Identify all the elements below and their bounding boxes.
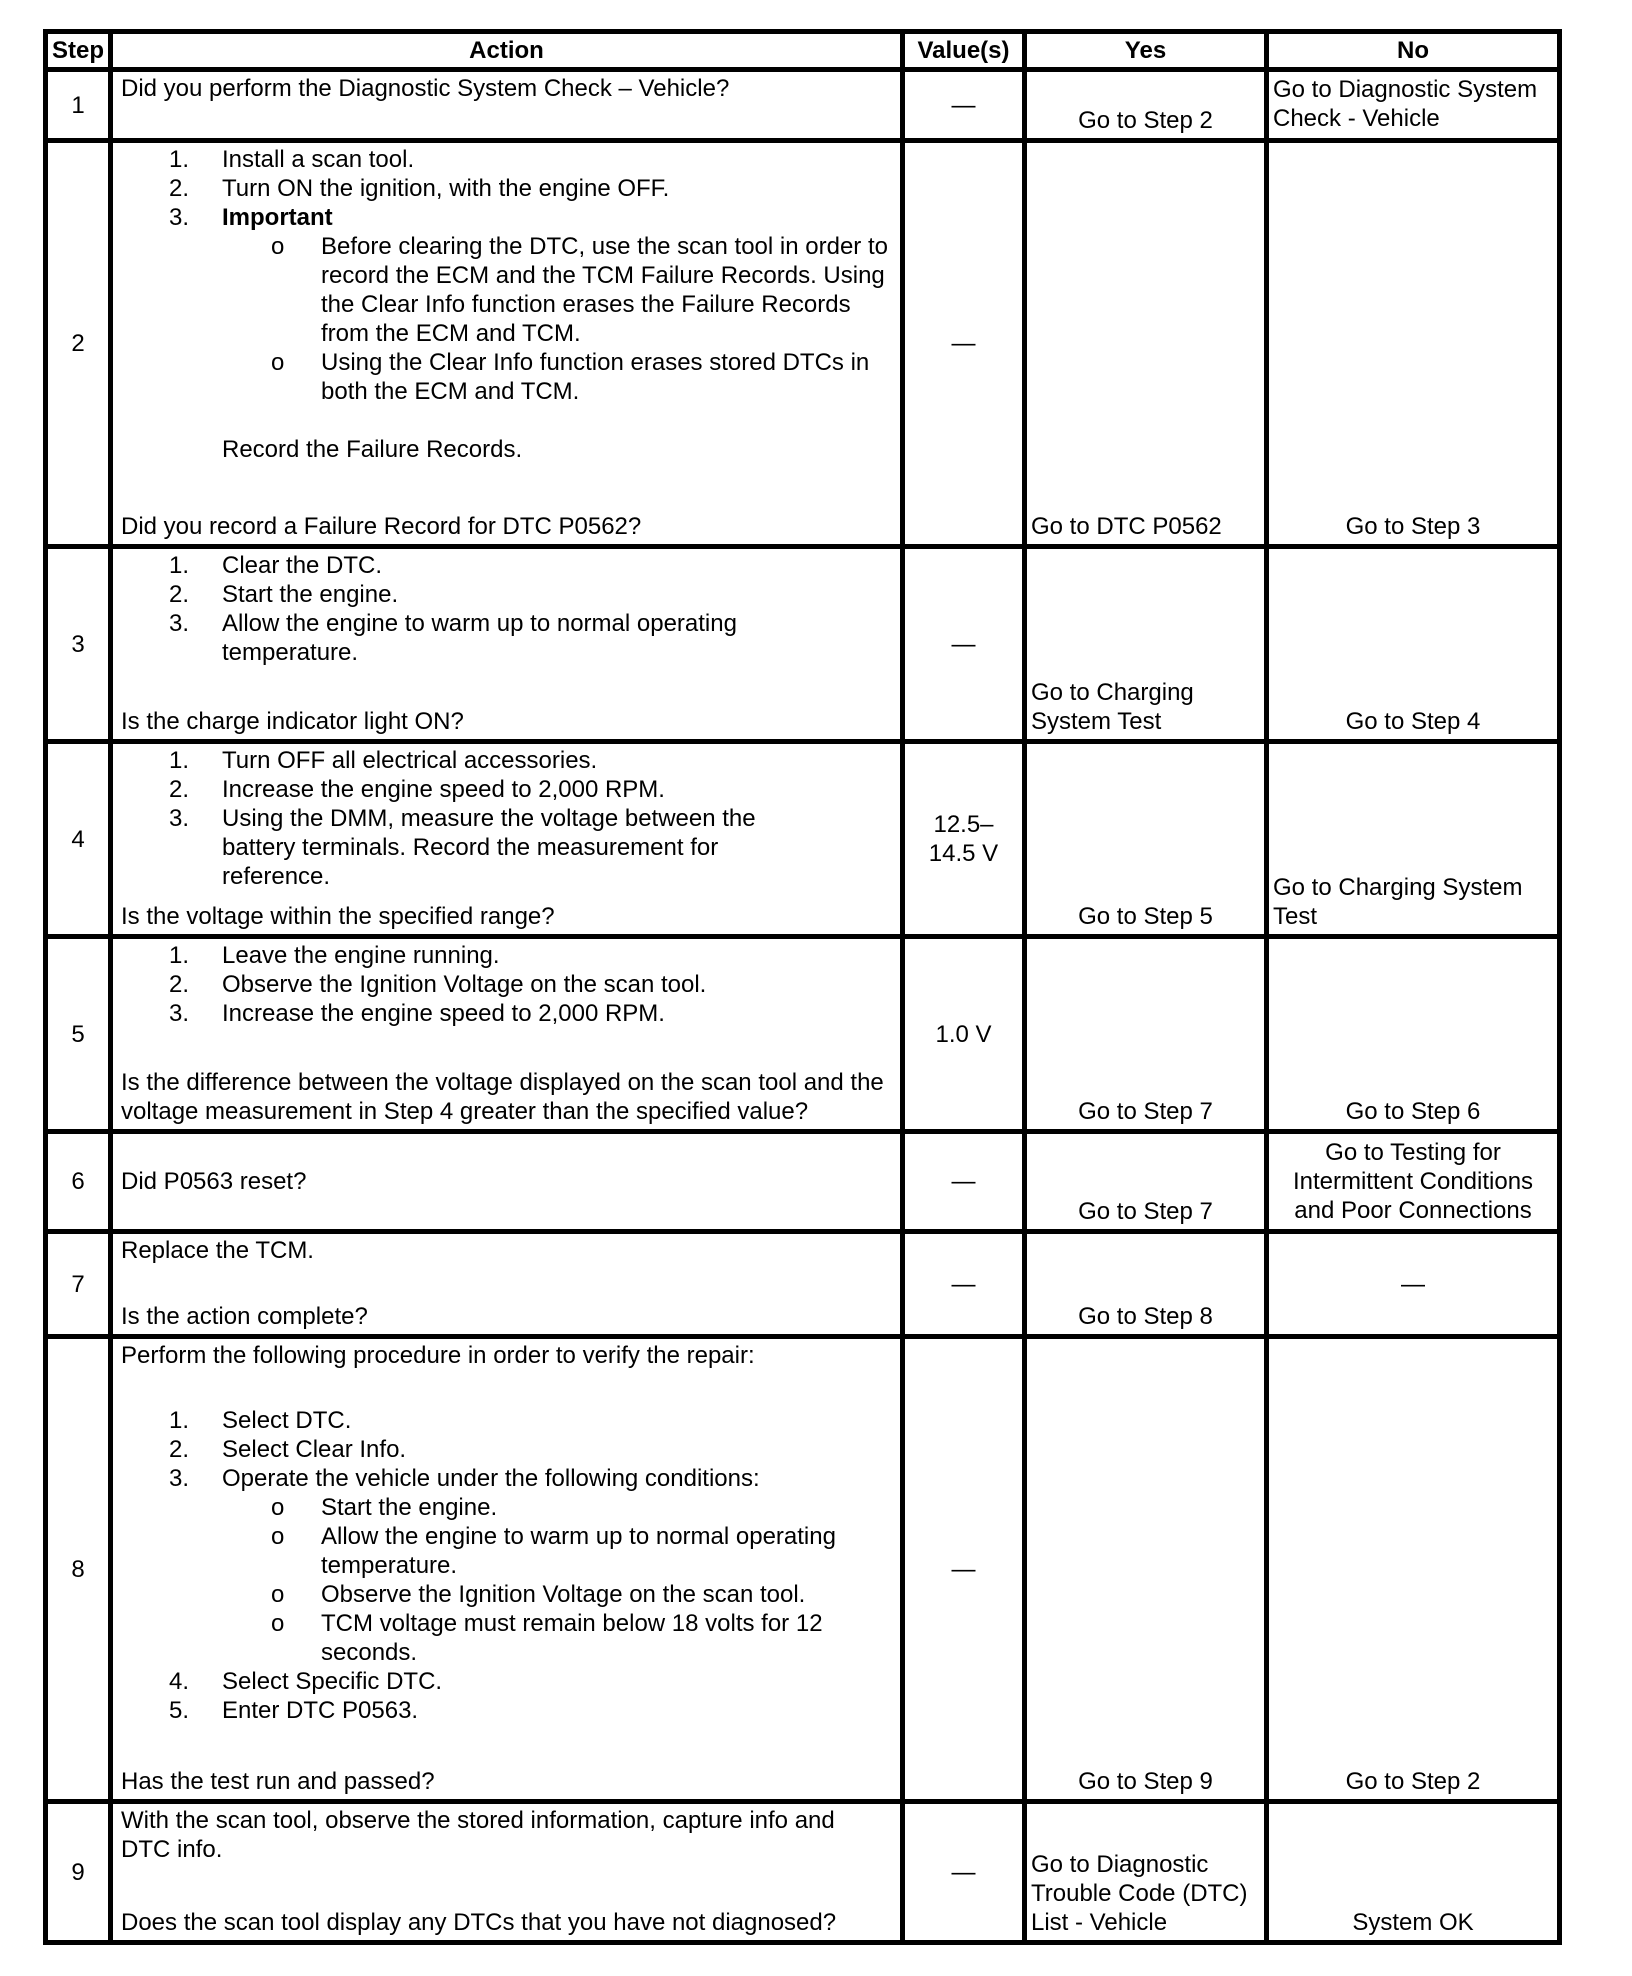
no-text: Go to Step 4 [1345,708,1481,735]
header-step: Step [51,37,104,64]
action-cell [113,939,900,1129]
list-item: 2. Observe the Ignition Voltage on the scan tool. [169,971,707,998]
list-item: 2. Increase the engine speed to 2,000 RPM. [169,776,665,803]
list-item: 5. Enter DTC P0563. [169,1697,419,1724]
action-question: Did P0563 reset? [121,1167,307,1195]
action-question: Is the voltage within the specified range? [121,903,555,930]
action-cell [113,1339,900,1799]
no-text: Go to Step 6 [1345,1098,1481,1125]
no-text: Go to Step 2 [1345,1768,1481,1795]
sub-item: o Observe the Ignition Voltage on the scan tool. [271,1581,806,1608]
yes-text: Go to Step 2 [1078,107,1213,134]
value-cell: — [951,330,976,357]
header-values: Value(s) [917,37,1010,64]
list-item: 2. Turn ON the ignition, with the engine OFF. [169,175,670,202]
no-cell [1269,143,1557,544]
action-cell [113,549,900,739]
step-number: 2 [71,330,85,357]
list-item: 3. Operate the vehicle under the following conditions: o Start the engine. o Allow the engine to warm up to normal operating temperature. o Observe the Ignition Voltage on the scan tool. o TCM voltage must remain below 18 volts for 12 seconds. [121,1464,892,1667]
list-item: 3. Increase the engine speed to 2,000 RPM. [169,1000,665,1027]
list-item: 1. Install a scan tool. [169,146,415,173]
yes-text: Go to Step 8 [1078,1303,1213,1330]
header-yes: Yes [1124,37,1167,64]
yes-text: Go to Step 9 [1078,1768,1213,1795]
yes-cell [1027,72,1264,138]
step-number: 6 [71,1168,85,1195]
no-text: Go to Testing for Intermittent Conditions and Poor Connections [1292,1139,1534,1224]
yes-cell [1027,939,1264,1129]
yes-text: Go to Charging System Test [1031,679,1194,735]
value-cell: — [951,1168,976,1195]
list-item: 3. Allow the engine to warm up to normal operating temperature. [169,610,737,666]
action-question: Did you perform the Diagnostic System Check – Vehicle? [121,75,730,102]
action-question: Is the difference between the voltage displayed on the scan tool and the voltage measurement in Step 4 greater than the specified value? [121,1069,884,1125]
yes-cell [1027,1804,1264,1940]
action-cell [113,744,900,934]
action-cell [113,143,900,544]
step-number: 1 [71,91,85,119]
no-cell [1269,1134,1557,1229]
action-intro: Perform the following procedure in order to verify the repair: [121,1342,755,1369]
value-cell: 12.5–14.5 V [928,811,999,867]
value-cell: — [951,1270,976,1298]
action-question: Is the charge indicator light ON? [121,708,464,735]
step-number: 7 [71,1270,85,1298]
step-number: 5 [71,1020,85,1048]
yes-text: Go to Step 7 [1078,1098,1213,1125]
yes-cell [1027,1134,1264,1229]
extra-instruction: Record the Failure Records. [222,436,523,463]
yes-cell [1027,549,1264,739]
list-item: 1. Clear the DTC. [169,552,383,579]
sub-item: o Before clearing the DTC, use the scan tool in order to record the ECM and the TCM Failure Records. Using the Clear Info function erases the Failure Records from the ECM and TCM. [271,233,888,347]
no-cell [1269,939,1557,1129]
step-number: 4 [71,825,85,853]
action-intro: Replace the TCM. [121,1237,314,1264]
yes-text: Go to Diagnostic Trouble Code (DTC) List - Vehicle [1031,1851,1248,1936]
header-action: Action [469,37,544,64]
action-cell [113,1804,900,1940]
sub-item: o Start the engine. [271,1494,498,1521]
no-cell [1269,744,1557,934]
yes-cell [1027,1339,1264,1799]
yes-cell [1027,744,1264,934]
header-no: No [1397,37,1429,64]
yes-text: Go to Step 5 [1078,903,1213,930]
action-intro: With the scan tool, observe the stored information, capture info and DTC info. [121,1807,835,1863]
action-cell [113,72,900,138]
action-question: Is the action complete? [121,1303,368,1330]
yes-text: Go to DTC P0562 [1031,513,1222,540]
list-item: 3. Important o Before clearing the DTC, use the scan tool in order to record the ECM and the TCM Failure Records. Using the Clear Info function erases the Failure Records from the ECM and TCM. o Using the Clear Info function erases stored DTCs in both the ECM and TCM. [121,203,892,406]
value-cell: — [951,1858,976,1886]
no-cell [1269,549,1557,739]
list-item: 2. Select Clear Info. [169,1436,407,1463]
value-cell: — [951,91,976,119]
action-cell [113,1234,900,1334]
step-number: 3 [71,630,85,658]
value-cell: — [951,1555,976,1583]
no-cell [1269,1804,1557,1940]
list-item: 1. Leave the engine running. [169,942,500,969]
list-item: 3. Using the DMM, measure the voltage between the battery terminals. Record the measurement for reference. [169,805,756,890]
list-item: 2. Start the engine. [169,581,399,608]
no-text: Go to Charging System Test [1273,874,1523,930]
no-cell [1269,72,1557,138]
sub-item: o Using the Clear Info function erases stored DTCs in both the ECM and TCM. [271,349,870,405]
list-item: 4. Select Specific DTC. [169,1668,443,1695]
action-question: Did you record a Failure Record for DTC P0562? [121,513,642,540]
yes-cell [1027,1234,1264,1334]
no-text: System OK [1352,1909,1474,1936]
sub-item: o Allow the engine to warm up to normal operating temperature. [271,1523,836,1579]
important-label: Important [222,204,333,231]
action-cell [113,1134,900,1229]
step-number: 9 [71,1858,85,1886]
list-item: 1. Turn OFF all electrical accessories. [169,747,598,774]
sub-item: o TCM voltage must remain below 18 volts for 12 seconds. [271,1610,823,1666]
yes-text: Go to Step 7 [1078,1198,1213,1225]
value-cell: 1.0 V [935,1020,992,1048]
list-item: 1. Select DTC. [169,1407,352,1434]
no-cell: — [1401,1270,1425,1298]
action-question: Has the test run and passed? [121,1768,435,1795]
step-number: 8 [71,1555,85,1583]
no-text: Go to Diagnostic System Check - Vehicle [1273,76,1538,132]
yes-cell [1027,143,1264,544]
action-question: Does the scan tool display any DTCs that you have not diagnosed? [121,1909,837,1936]
no-cell [1269,1339,1557,1799]
value-cell: — [951,630,976,658]
no-text: Go to Step 3 [1345,513,1481,540]
